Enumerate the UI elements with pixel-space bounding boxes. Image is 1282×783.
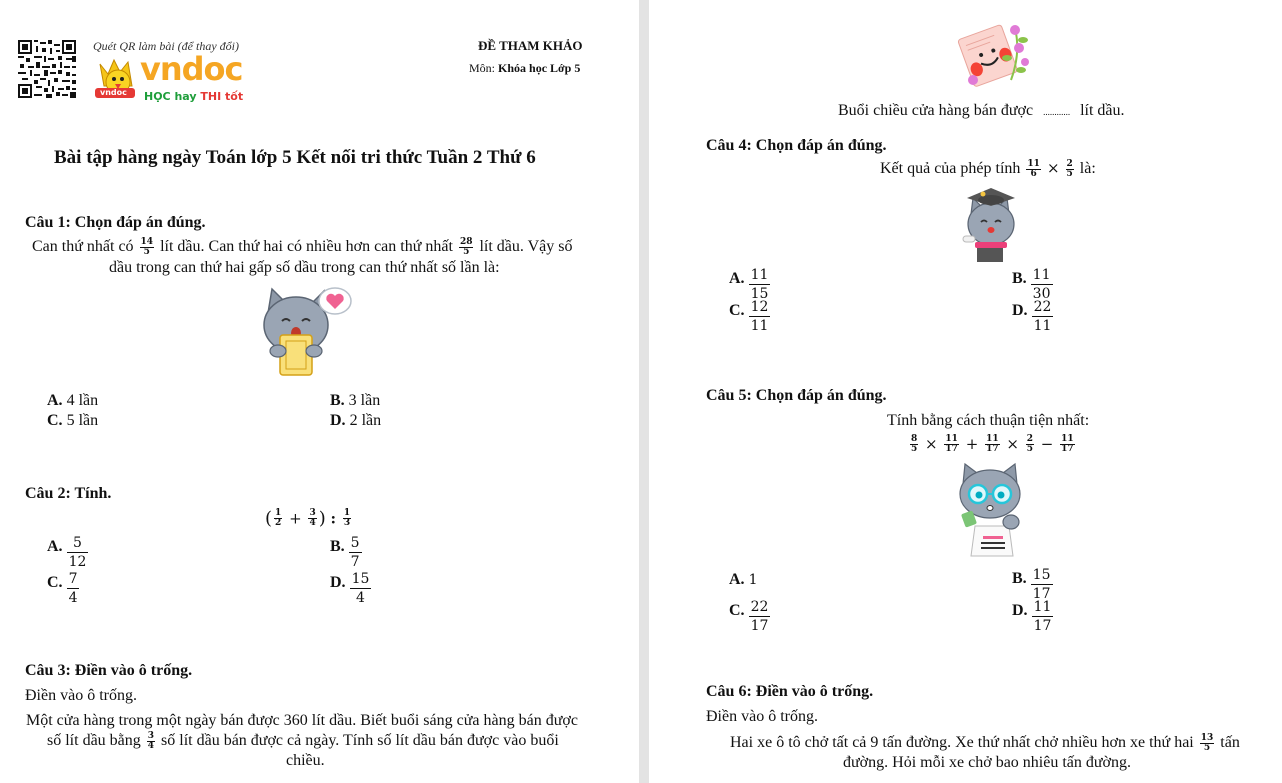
option-fraction [1031,568,1053,601]
q3-text-part1: số lít dầu bằng [47,732,145,749]
numerator: 11 [1032,267,1051,283]
q1-text-part1: Can thứ nhất có [32,238,138,255]
denominator: 5 [1066,168,1073,179]
times-operator: × [1046,159,1060,177]
denominator: 4 [309,518,316,528]
fraction [1066,160,1074,179]
q6-text-part1: Hai xe ô tô chở tất cả 9 tấn đường. Xe thứ nhất chở nhiều hơn xe thứ hai [730,734,1198,751]
open-paren: ( [265,508,273,529]
numerator: 3 [147,730,155,741]
option-label: A. [729,270,745,287]
q2-option-c[interactable] [47,572,79,605]
q2-option-b[interactable] [330,536,362,569]
option-text: 4 lần [62,392,99,409]
qr-caption: Quét QR làm bài (để thay đổi) [93,39,239,53]
fraction [910,435,918,454]
option-text: 2 lần [345,412,382,429]
q3-heading: Câu 3: Điền vào ô trống. [25,662,193,679]
q3-fraction [147,732,155,751]
numerator: 8 [911,433,918,444]
times-operator: × [925,435,938,453]
q5-option-d[interactable] [1012,600,1053,633]
denominator: 7 [350,554,360,570]
option-fraction [1032,300,1054,333]
q3-text-line2 [47,731,559,751]
option-text: 3 lần [344,392,381,409]
subject-label: Môn: [469,61,499,75]
option-label: A. [729,571,745,588]
q4-option-c[interactable] [729,300,770,333]
logo-slogan-part2: THI tốt [200,90,244,103]
q1-text-line2: dầu trong can thứ hai gấp số dầu trong can thứ nhất số lần là: [109,259,500,276]
option-label: D. [1012,302,1028,319]
numerator: 22 [750,599,769,615]
q2-option-d[interactable] [330,572,371,605]
numerator: 28 [459,236,473,247]
numerator: 11 [986,433,999,444]
option-label: D. [330,574,346,591]
doc-type: ĐỀ THAM KHẢO [478,38,583,53]
denominator: 5 [1026,443,1034,454]
fraction [343,509,351,528]
denominator: 17 [945,443,958,454]
option-fraction [350,572,372,605]
denominator: 30 [1032,286,1051,302]
plus-operator: + [289,509,302,528]
denominator: 5 [1203,742,1211,753]
page-title: Bài tập hàng ngày Toán lớp 5 Kết nối tri thức Tuần 2 Thứ 6 [54,147,536,168]
fraction [1060,435,1075,454]
q3-text-line3: chiều. [286,752,325,769]
q3-answer-line [838,101,1125,122]
option-fraction [749,268,771,301]
graduate-cat-illustration [961,184,1021,262]
q5-option-c[interactable] [729,600,770,633]
q2-expression [265,508,353,529]
q2-heading: Câu 2: Tính. [25,485,112,502]
denominator: 17 [1032,586,1051,602]
q5-option-a[interactable] [729,570,757,590]
option-label: C. [729,302,745,319]
numerator: 3 [309,508,316,518]
logo-brand: vndoc [140,50,243,88]
fraction [308,509,316,528]
numerator: 7 [68,571,78,587]
fraction [944,435,959,454]
logo-slogan-part1: HỌC hay [144,90,201,103]
option-label: B. [1012,570,1027,587]
option-fraction [1032,600,1054,633]
denominator: 12 [68,554,87,570]
fraction [1026,435,1034,454]
minus-operator: − [1040,435,1054,453]
logo-badge: vndoc [100,88,127,97]
denominator: 17 [986,443,999,454]
vndoc-logo[interactable] [94,50,254,104]
document-page-left[interactable] [0,0,639,783]
qr-code[interactable] [18,40,76,98]
numerator: 5 [350,535,360,551]
numerator: 2 [1026,433,1034,444]
q1-option-a[interactable] [47,391,98,410]
q1-heading: Câu 1: Chọn đáp án đúng. [25,214,206,231]
numerator: 22 [1033,299,1052,315]
option-label: A. [47,392,63,409]
q6-instruction: Điền vào ô trống. [706,708,818,725]
q6-heading: Câu 6: Điền vào ô trống. [706,683,874,700]
denominator: 11 [1033,318,1052,334]
numerator: 15 [351,571,370,587]
numerator: 13 [1200,732,1214,743]
times-operator: × [1006,435,1019,453]
numerator: 15 [1032,567,1051,583]
q6-fraction [1200,734,1215,753]
q4-text-part1: Kết quả của phép tính [880,160,1025,177]
denominator: 5 [143,246,150,257]
fraction [274,509,282,528]
denominator: 5 [463,246,470,257]
q3-answer-part2: lít dầu. [1080,102,1125,119]
q3-answer-blank[interactable]: ............ [1043,107,1071,117]
option-label: C. [47,574,63,591]
cat-hugging-book-illustration [258,283,358,383]
q4-text [880,159,1096,179]
numerator: 11 [1033,599,1052,615]
q4-option-b[interactable] [1012,268,1053,301]
option-label: C. [729,602,745,619]
option-label: B. [330,392,345,409]
close-paren: ) [318,508,326,529]
q4-option-a[interactable] [729,268,770,301]
option-fraction [67,536,89,569]
denominator: 3 [343,518,351,528]
denominator: 17 [1033,618,1052,634]
option-label: B. [330,538,345,555]
numerator: 5 [67,536,89,553]
option-label: D. [330,412,346,429]
q4-option-d[interactable] [1012,300,1053,333]
numerator: 12 [750,299,769,315]
denominator: 4 [147,740,155,751]
option-label: A. [47,538,63,555]
denominator: 4 [356,590,365,606]
denominator: 15 [750,286,769,302]
q5-option-b[interactable] [1012,568,1053,601]
denominator: 2 [275,518,282,528]
q1-text-part2: lít dầu. Can thứ hai có nhiều hơn can thứ nhất [156,238,457,255]
q6-text-line2: đường. Hỏi mỗi xe chở bao nhiêu tấn đường. [843,754,1132,771]
option-label: C. [47,412,63,429]
q4-heading: Câu 4: Chọn đáp án đúng. [706,137,887,154]
document-page-right[interactable] [649,0,1282,783]
denominator: 5 [911,443,918,454]
q2-option-a[interactable] [47,536,88,569]
option-fraction [349,536,362,569]
numerator: 2 [1066,158,1073,169]
q3-instruction: Điền vào ô trống. [25,687,137,704]
fraction [1026,160,1041,179]
option-fraction [749,600,771,633]
numerator: 14 [140,236,154,247]
numerator: 11 [1061,433,1074,444]
logo-slogan [144,90,243,103]
q5-heading: Câu 5: Chọn đáp án đúng. [706,387,887,404]
option-text: 1 [748,572,758,588]
q5-text: Tính bằng cách thuận tiện nhất: [887,412,1090,429]
denominator: 17 [750,618,769,634]
divide-operator: : [330,509,337,528]
cat-with-glasses-illustration [951,460,1031,560]
option-label: B. [1012,270,1027,287]
q1-option-d[interactable] [330,411,381,430]
option-fraction [749,300,771,333]
numerator: 1 [275,508,282,518]
option-label: D. [1012,602,1028,619]
denominator: 17 [1061,443,1074,454]
numerator: 1 [343,508,351,518]
smiling-book-flowers-illustration [955,18,1035,88]
plus-operator: + [965,435,979,453]
q4-text-part2: là: [1075,160,1096,177]
subject-value: Khóa học Lớp 5 [498,61,581,75]
q1-fraction-2 [459,238,474,257]
option-fraction [67,572,80,605]
numerator: 11 [1027,158,1040,169]
option-text: 5 lần [62,412,99,429]
q1-fraction-1 [140,238,155,257]
q3-text-line1: Một cửa hàng trong một ngày bán được 360 lít dầu. Biết buổi sáng cửa hàng bán được [26,712,578,729]
fraction [985,435,1000,454]
numerator: 11 [945,433,958,444]
q1-text-line1 [32,237,573,257]
numerator: 11 [750,267,769,283]
denominator: 6 [1030,168,1037,179]
q6-text-part2: tấn [1216,734,1240,751]
q6-text-line1 [730,733,1240,753]
q3-answer-part1: Buổi chiều cửa hàng bán được [838,102,1034,119]
q1-option-c[interactable] [47,411,98,430]
denominator: 4 [68,590,78,606]
denominator: 11 [750,318,769,334]
option-fraction [1031,268,1053,301]
q3-text-part2: số lít dầu bán được cả ngày. Tính số lít dầu bán được vào buổi [157,732,559,749]
q1-text-part3: lít dầu. Vậy số [475,238,573,255]
q5-expression [908,434,1077,454]
qr-code-icon [18,40,76,98]
q1-option-b[interactable] [330,391,380,410]
subject-line [469,61,580,75]
